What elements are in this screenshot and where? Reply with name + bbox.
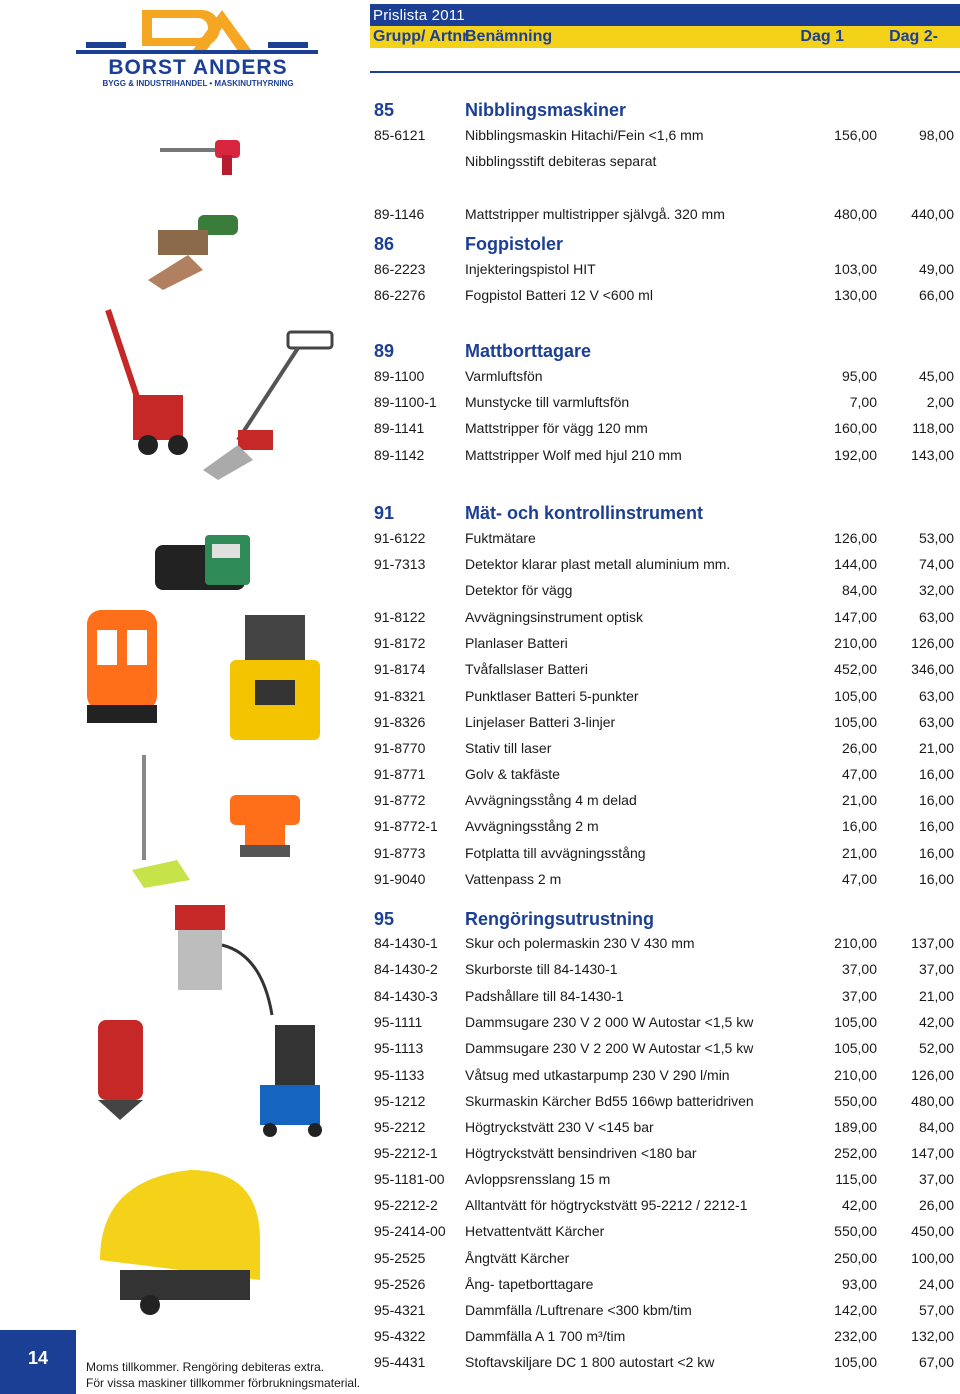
item-description: Fotplatta till avvägningsstång (465, 845, 646, 861)
item-description: Stativ till laser (465, 740, 552, 756)
article-number: 91-6122 (374, 530, 426, 546)
article-number: 91-9040 (374, 871, 426, 887)
price-day1: 147,00 (834, 609, 877, 625)
price-day1: 252,00 (834, 1145, 877, 1161)
price-day2: 37,00 (918, 1171, 954, 1187)
table-row (372, 579, 956, 601)
article-number: 91-8174 (374, 661, 426, 677)
price-day1: 452,00 (834, 661, 877, 677)
price-day1: 16,00 (841, 818, 877, 834)
price-day1: 42,00 (841, 1197, 877, 1213)
table-row (372, 763, 956, 785)
price-day1: 210,00 (834, 635, 877, 651)
table-row (372, 868, 956, 890)
item-description: Skurmaskin Kärcher Bd55 166wp batteridriven (465, 1093, 754, 1109)
table-row (372, 685, 956, 707)
item-description: Tvåfallslaser Batteri (465, 661, 588, 677)
article-number: 86-2223 (374, 261, 426, 277)
article-number: 95-1133 (374, 1067, 425, 1083)
price-day2: 480,00 (911, 1093, 954, 1109)
price-day2: 32,00 (918, 582, 954, 598)
article-number: 91-7313 (374, 556, 426, 572)
table-row (372, 606, 956, 628)
wall-stripper-image (198, 330, 338, 480)
table-row (372, 1011, 956, 1033)
wet-vacuum-image (160, 895, 280, 1025)
table-row (372, 553, 956, 575)
item-description: Punktlaser Batteri 5-punkter (465, 688, 639, 704)
moisture-meter-image (150, 530, 260, 600)
item-description: Detektor för vägg (465, 582, 573, 598)
item-description: Högtryckstvätt 230 V <145 bar (465, 1119, 654, 1135)
table-row (372, 124, 956, 146)
price-day2: 16,00 (918, 845, 954, 861)
article-number: 84-1430-2 (374, 961, 438, 977)
table-row (372, 985, 956, 1007)
section-header-row (372, 231, 956, 257)
section-header-row (372, 97, 956, 123)
price-day2: 118,00 (912, 420, 954, 436)
col-name-header: Benämning (465, 28, 553, 45)
table-row (372, 391, 956, 413)
price-day2: 132,00 (911, 1328, 954, 1344)
price-day1: 47,00 (841, 871, 877, 887)
air-scrubber-image (250, 1020, 340, 1140)
item-description: Dammfälla A 1 700 m³/tim (465, 1328, 626, 1344)
item-description: Nibblingsstift debiteras separat (465, 153, 657, 169)
scrubber-drier-karcher-image (80, 1150, 270, 1320)
item-description: Detektor klarar plast metall aluminium mm. (465, 556, 731, 572)
article-number: 91-8321 (374, 688, 426, 704)
item-description: Alltantvätt för högtryckstvätt 95-2212 / 2212-1 (465, 1197, 748, 1213)
price-day1: 105,00 (834, 1354, 877, 1370)
price-day1: 95,00 (841, 368, 877, 384)
article-number: 95-1113 (374, 1040, 424, 1056)
price-day2: 21,00 (918, 740, 954, 756)
price-day2: 16,00 (918, 766, 954, 782)
item-description: Mattstripper för vägg 120 mm (465, 420, 648, 436)
item-description: Skur och polermaskin 230 V 430 mm (465, 935, 695, 951)
price-day1: 210,00 (834, 1067, 877, 1083)
article-number: 89-1141 (374, 420, 425, 436)
item-description: Golv & takfäste (465, 766, 560, 782)
price-day1: 105,00 (834, 1040, 877, 1056)
article-number: 89-1142 (374, 447, 425, 463)
table-row (372, 258, 956, 280)
price-day1: 105,00 (834, 688, 877, 704)
optical-level-image (225, 790, 305, 865)
price-day2: 84,00 (918, 1119, 954, 1135)
price-day1: 126,00 (834, 530, 877, 546)
price-day2: 126,00 (911, 1067, 954, 1083)
article-number: 95-1181-00 (374, 1171, 445, 1187)
table-row (372, 365, 956, 387)
article-number: 95-2212-2 (374, 1197, 438, 1213)
floor-stripper-red-image (88, 305, 198, 465)
col-day2-header: Dag 2- (889, 28, 938, 45)
article-number: 84-1430-1 (374, 935, 438, 951)
item-description: Ång- tapetborttagare (465, 1276, 594, 1292)
price-day2: 66,00 (918, 287, 954, 303)
item-description: Dammsugare 230 V 2 000 W Autostar <1,5 kw (465, 1014, 754, 1030)
article-number: 84-1430-3 (374, 988, 438, 1004)
article-number: 95-4322 (374, 1328, 426, 1344)
item-description: Stoftavskiljare DC 1 800 autostart <2 kw (465, 1354, 715, 1370)
section-code: 86 (374, 234, 395, 254)
price-day1: 189,00 (834, 1119, 877, 1135)
section-title: Mät- och kontrollinstrument (465, 503, 703, 523)
price-day2: 16,00 (918, 792, 954, 808)
table-row (372, 711, 956, 733)
price-day1: 37,00 (841, 988, 877, 1004)
price-day2: 45,00 (918, 368, 954, 384)
table-row (372, 150, 956, 172)
price-day2: 100,00 (911, 1250, 954, 1266)
item-description: Planlaser Batteri (465, 635, 568, 651)
article-number: 85-6121 (374, 127, 426, 143)
price-day1: 84,00 (841, 582, 877, 598)
item-description: Fogpistol Batteri 12 V <600 ml (465, 287, 653, 303)
table-row (372, 284, 956, 306)
logo-name: BORST ANDERS (108, 56, 288, 79)
footer-note-materials: För vissa maskiner tillkommer förbrukningsmaterial. (86, 1376, 361, 1390)
price-day2: 26,00 (918, 1197, 954, 1213)
item-description: Högtryckstvätt bensindriven <180 bar (465, 1145, 697, 1161)
article-number: 95-2414-00 (374, 1223, 446, 1239)
item-description: Munstycke till varmluftsfön (465, 394, 630, 410)
dust-extractor-red-image (88, 1015, 158, 1130)
item-description: Injekteringspistol HIT (465, 261, 596, 277)
table-row (372, 1325, 956, 1347)
price-day1: 142,00 (834, 1302, 877, 1318)
item-description: Hetvattentvätt Kärcher (465, 1223, 605, 1239)
table-row (372, 815, 956, 837)
price-day2: 440,00 (911, 206, 954, 222)
article-number: 95-2212-1 (374, 1145, 438, 1161)
price-day2: 346,00 (911, 661, 954, 677)
article-number: 91-8773 (374, 845, 426, 861)
price-day2: 49,00 (918, 261, 954, 277)
table-row (372, 1273, 956, 1295)
col-group-header: Grupp/ Artnr (373, 28, 469, 45)
article-number: 91-8326 (374, 714, 426, 730)
price-day2: 24,00 (918, 1276, 954, 1292)
price-day2: 147,00 (911, 1145, 954, 1161)
price-day1: 7,00 (849, 394, 877, 410)
article-number: 91-8771 (374, 766, 426, 782)
item-description: Våtsug med utkastarpump 230 V 290 l/min (465, 1067, 730, 1083)
logo-tagline: BYGG & INDUSTRIHANDEL • MASKINUTHYRNING (102, 79, 294, 88)
price-day2: 42,00 (918, 1014, 954, 1030)
table-row (372, 958, 956, 980)
price-day1: 156,00 (834, 127, 877, 143)
section-header-row (372, 500, 956, 526)
article-number: 95-4321 (374, 1302, 426, 1318)
price-day2: 143,00 (911, 447, 954, 463)
table-row (372, 658, 956, 680)
section-code: 89 (374, 341, 395, 361)
price-day1: 480,00 (834, 206, 877, 222)
price-day2: 2,00 (926, 394, 954, 410)
table-row (372, 1194, 956, 1216)
article-number: 91-8770 (374, 740, 426, 756)
price-day2: 63,00 (918, 714, 954, 730)
article-number: 89-1100 (374, 368, 425, 384)
table-row (372, 1037, 956, 1059)
section-title: Mattborttagare (465, 341, 592, 361)
item-description: Avvägningsinstrument optisk (465, 609, 643, 625)
price-day1: 105,00 (834, 714, 877, 730)
price-day1: 250,00 (834, 1250, 877, 1266)
price-day1: 232,00 (834, 1328, 877, 1344)
price-day1: 115,00 (835, 1171, 877, 1187)
table-row (372, 842, 956, 864)
price-list-title: Prislista 2011 (373, 7, 465, 24)
price-day2: 37,00 (918, 961, 954, 977)
price-day1: 105,00 (834, 1014, 877, 1030)
table-row (372, 632, 956, 654)
section-title: Fogpistoler (465, 234, 563, 254)
price-day2: 74,00 (918, 556, 954, 572)
article-number: 91-8172 (374, 635, 426, 651)
table-row (372, 1090, 956, 1112)
leveling-rod-stand-image (132, 750, 192, 890)
price-day1: 21,00 (841, 845, 877, 861)
article-number: 91-8772 (374, 792, 426, 808)
table-row (372, 1116, 956, 1138)
item-description: Avvägningsstång 4 m delad (465, 792, 637, 808)
price-day1: 47,00 (841, 766, 877, 782)
item-description: Padshållare till 84-1430-1 (465, 988, 624, 1004)
table-row (372, 1064, 956, 1086)
item-description: Ångtvätt Kärcher (465, 1250, 570, 1266)
price-day1: 550,00 (834, 1223, 877, 1239)
price-day1: 21,00 (841, 792, 877, 808)
table-row (372, 1299, 956, 1321)
article-number: 95-4431 (374, 1354, 426, 1370)
price-day1: 37,00 (841, 961, 877, 977)
company-logo (72, 6, 322, 90)
price-day2: 137,00 (911, 935, 954, 951)
article-number: 95-2212 (374, 1119, 426, 1135)
price-day2: 16,00 (918, 818, 954, 834)
section-title: Rengöringsutrustning (465, 909, 654, 929)
item-description: Nibblingsmaskin Hitachi/Fein <1,6 mm (465, 127, 704, 143)
item-description: Mattstripper multistripper självgå. 320 mm (465, 206, 725, 222)
item-description: Fuktmätare (465, 530, 536, 546)
header-divider (370, 71, 960, 73)
article-number: 95-1212 (374, 1093, 426, 1109)
article-number: 95-2525 (374, 1250, 426, 1266)
table-row (372, 1142, 956, 1164)
article-number: 91-8772-1 (374, 818, 438, 834)
multistripper-image (148, 200, 248, 290)
laser-yellow-image (225, 610, 325, 750)
price-day2: 126,00 (911, 635, 954, 651)
price-day1: 130,00 (834, 287, 877, 303)
article-number: 89-1146 (374, 206, 425, 222)
table-row (372, 1220, 956, 1242)
column-header-bar (370, 26, 960, 48)
table-row (372, 527, 956, 549)
section-header-row (372, 338, 956, 364)
item-description: Dammsugare 230 V 2 200 W Autostar <1,5 kw (465, 1040, 754, 1056)
price-day2: 53,00 (918, 530, 954, 546)
price-day2: 52,00 (918, 1040, 954, 1056)
nibbler-image (150, 105, 250, 185)
table-row (372, 417, 956, 439)
section-header-row (372, 906, 956, 932)
price-day1: 550,00 (834, 1093, 877, 1109)
price-day1: 160,00 (834, 420, 877, 436)
col-day1-header: Dag 1 (800, 28, 844, 45)
table-row (372, 1247, 956, 1269)
item-description: Avloppsrensslang 15 m (465, 1171, 611, 1187)
price-day2: 16,00 (918, 871, 954, 887)
price-day1: 210,00 (834, 935, 877, 951)
section-code: 85 (374, 100, 395, 120)
table-row (372, 444, 956, 466)
section-title: Nibblingsmaskiner (465, 100, 627, 120)
page-number: 14 (0, 1330, 76, 1394)
article-number: 91-8122 (374, 609, 426, 625)
table-row (372, 737, 956, 759)
price-day2: 63,00 (918, 609, 954, 625)
price-day1: 103,00 (834, 261, 877, 277)
table-row (372, 203, 956, 225)
price-day1: 192,00 (834, 447, 877, 463)
table-row (372, 932, 956, 954)
price-day2: 63,00 (918, 688, 954, 704)
footer-note-vat: Moms tillkommer. Rengöring debiteras extra. (86, 1360, 325, 1374)
section-code: 91 (374, 503, 395, 523)
article-number: 95-1111 (374, 1014, 423, 1030)
price-day2: 450,00 (911, 1223, 954, 1239)
price-day2: 98,00 (918, 127, 954, 143)
item-description: Varmluftsfön (465, 368, 543, 384)
item-description: Dammfälla /Luftrenare <300 kbm/tim (465, 1302, 692, 1318)
rotating-laser-orange-image (82, 600, 162, 730)
price-day2: 21,00 (918, 988, 954, 1004)
article-number: 89-1100-1 (374, 394, 437, 410)
article-number: 95-2526 (374, 1276, 426, 1292)
article-number: 86-2276 (374, 287, 426, 303)
item-description: Vattenpass 2 m (465, 871, 562, 887)
section-code: 95 (374, 909, 395, 929)
item-description: Mattstripper Wolf med hjul 210 mm (465, 447, 682, 463)
item-description: Skurborste till 84-1430-1 (465, 961, 618, 977)
price-day2: 57,00 (918, 1302, 954, 1318)
item-description: Avvägningsstång 2 m (465, 818, 599, 834)
item-description: Linjelaser Batteri 3-linjer (465, 714, 616, 730)
price-day1: 26,00 (841, 740, 877, 756)
table-row (372, 789, 956, 811)
price-day1: 93,00 (841, 1276, 877, 1292)
price-day2: 67,00 (918, 1354, 954, 1370)
table-row (372, 1168, 956, 1190)
price-day1: 144,00 (834, 556, 877, 572)
table-row (372, 1351, 956, 1373)
